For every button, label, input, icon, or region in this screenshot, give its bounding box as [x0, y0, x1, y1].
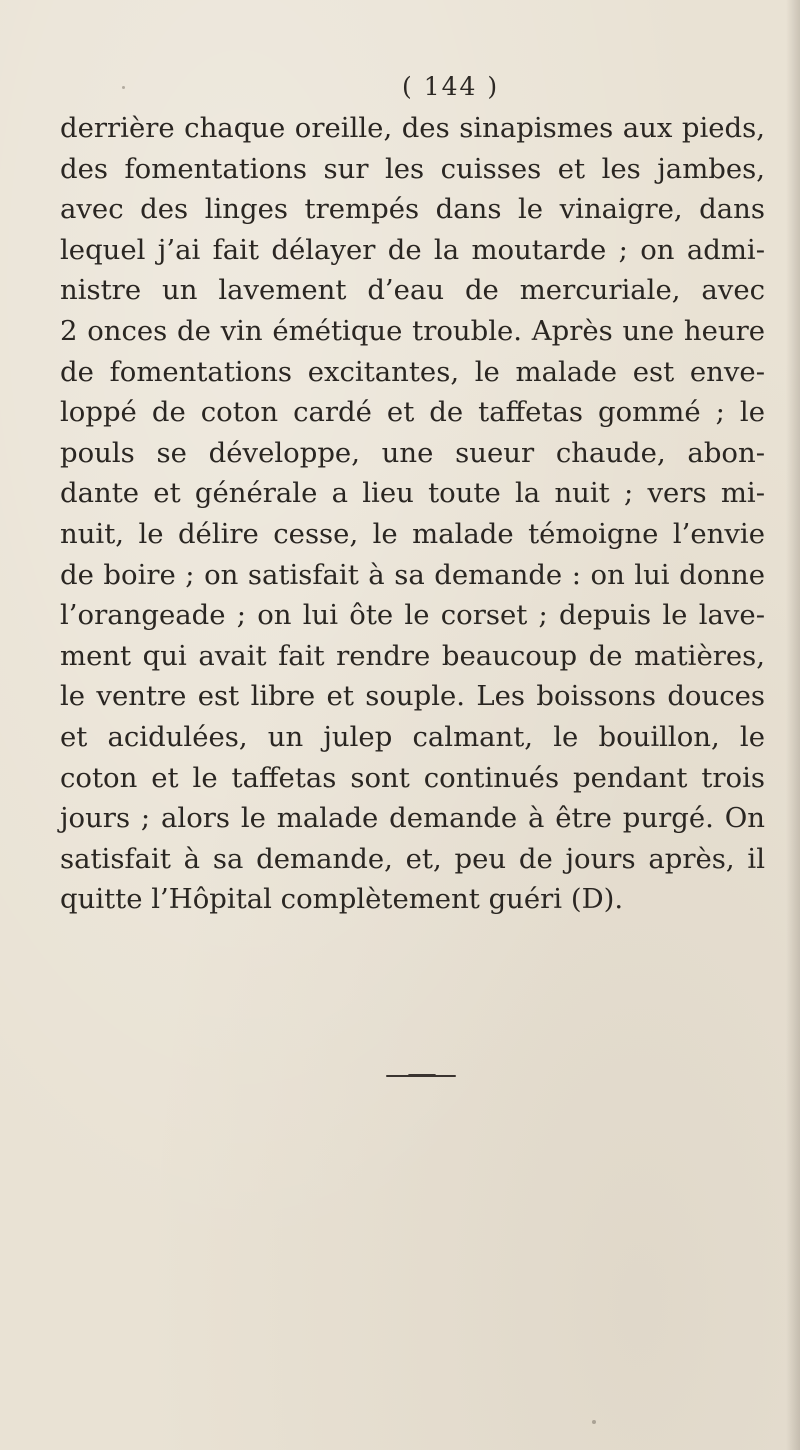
text-line: l’orangeade ; on lui ôte le corset ; depuis le lave-: [60, 599, 765, 632]
text-line: loppé de coton cardé et de taffetas gommé ; le: [60, 396, 765, 429]
text-line: lequel j’ai fait délayer de la moutarde ; on admi-: [60, 233, 765, 266]
body-text: [60, 108, 765, 920]
text-line: avec des linges trempés dans le vinaigre, dans: [60, 193, 765, 226]
text-line: dante et générale a lieu toute la nuit ; vers mi-: [60, 477, 765, 510]
page-edge-shadow: [786, 0, 800, 1450]
text-line: de fomentations excitantes, le malade est enve-: [60, 355, 765, 388]
text-line: jours ; alors le malade demande à être purgé. On: [60, 802, 765, 835]
text-line: nuit, le délire cesse, le malade témoigne l’envie: [60, 517, 765, 550]
text-line: pouls se développe, une sueur chaude, abon-: [60, 436, 765, 469]
text-line: satisfait à sa demande, et, peu de jours après, il: [60, 842, 765, 875]
text-line: 2 onces de vin émétique trouble. Après une heure: [60, 314, 765, 347]
text-line: nistre un lavement d’eau de mercuriale, avec: [60, 274, 765, 307]
paper-speck: [592, 1420, 596, 1424]
text-line: coton et le taffetas sont continués pendant trois: [60, 761, 765, 794]
page-number: ( 144 ): [402, 72, 500, 101]
text-line: de boire ; on satisfait à sa demande : on lui donne: [60, 558, 765, 591]
text-line: quitte l’Hôpital complètement guéri (D).: [60, 883, 624, 916]
text-line: des fomentations sur les cuisses et les jambes,: [60, 152, 765, 185]
text-line: le ventre est libre et souple. Les boissons douces: [60, 680, 765, 713]
text-line: ment qui avait fait rendre beaucoup de matières,: [60, 639, 765, 672]
paper-speck: [122, 86, 125, 89]
text-line: derrière chaque oreille, des sinapismes aux pieds,: [60, 112, 765, 144]
text-line: et acidulées, un julep calmant, le bouillon, le: [60, 720, 765, 753]
section-divider-rule: [386, 1075, 456, 1077]
